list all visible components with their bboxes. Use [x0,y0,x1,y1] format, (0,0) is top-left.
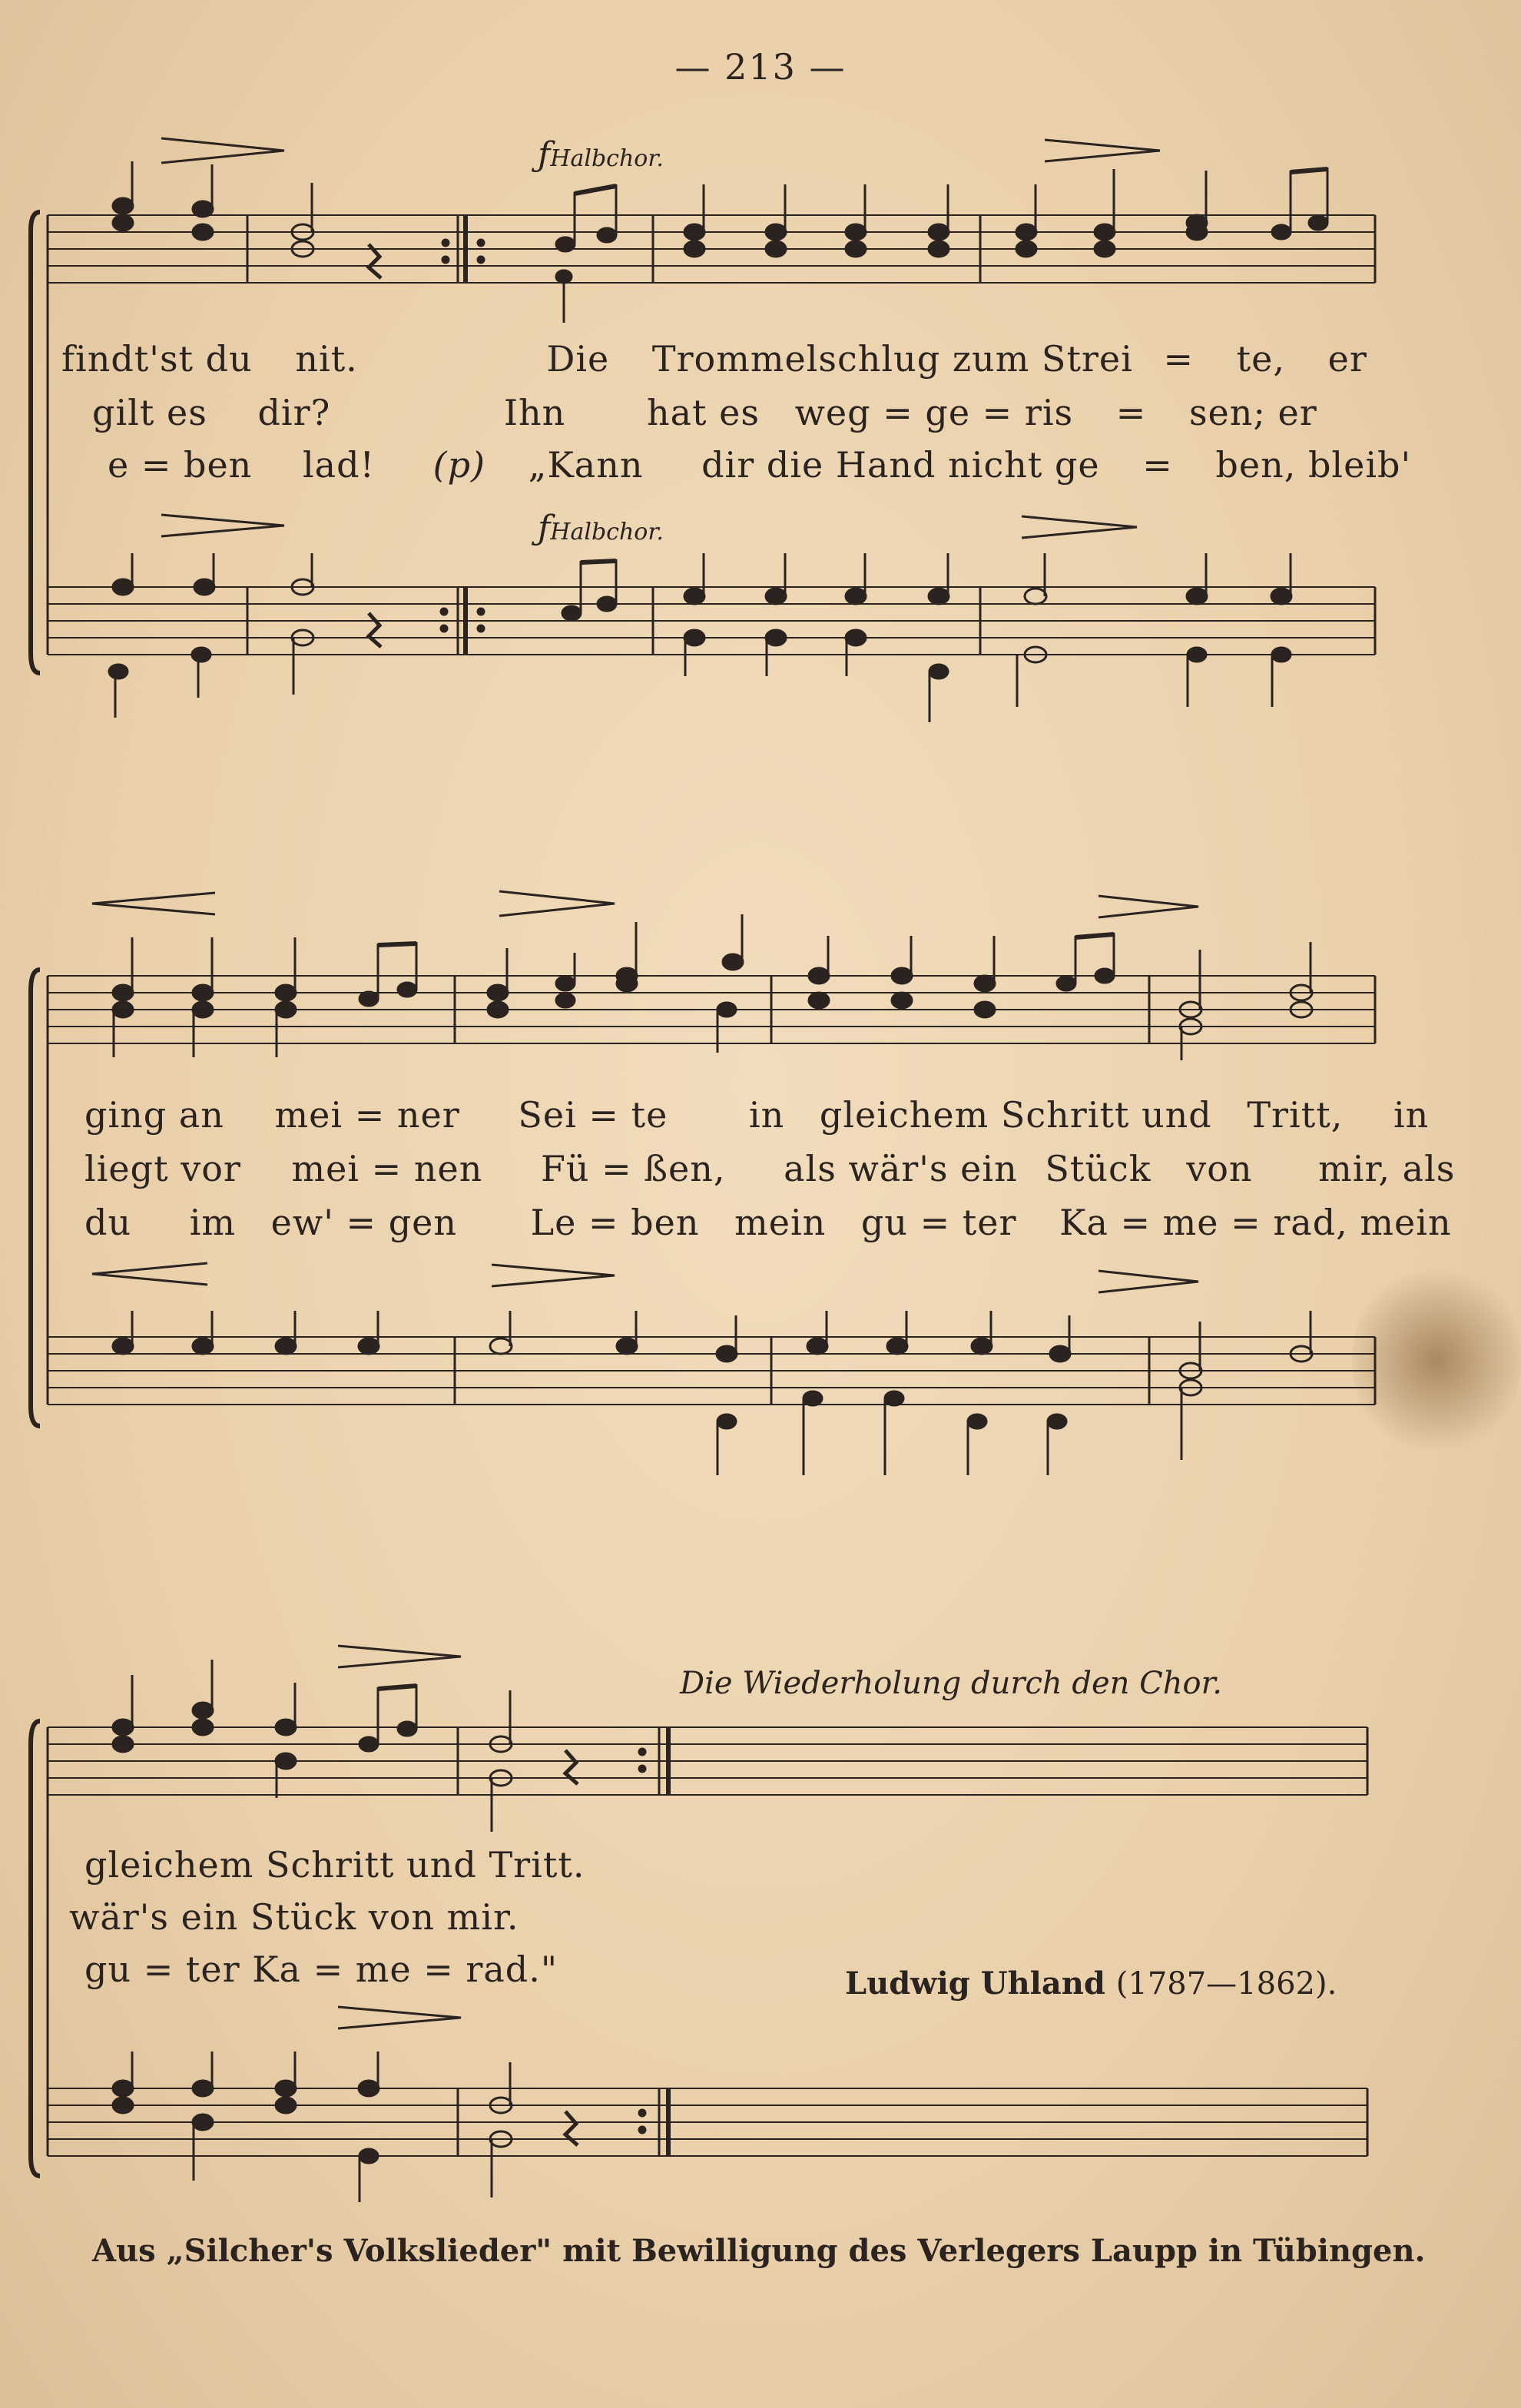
dynamic-piano: (p) [432,444,485,486]
lyric-verse-3: du im ew' = gen Le = ben mein gu = ter Ka = me = rad, mein [84,1202,1452,1243]
barlines-3 [48,1727,1367,2156]
staff-2-upper [48,976,1375,1043]
footer-credit: Aus „Silcher's Volkslieder" mit Bewilligung des Verlegers Laupp in Tübingen. [92,2233,1426,2269]
lyric-verse-2: liegt vor mei = nen Fü = ßen, als wär's ein Stück von mir, als [84,1148,1456,1189]
lyric-verse-3: e = ben lad! (p) „Kann dir die Hand nicht ge = ben, bleib' [108,444,1412,486]
system-3-bracket [31,1721,40,2176]
page-number: — 213 — [674,46,847,88]
system-2-bracket [31,970,40,1426]
lyric-verse-1: findt'st du nit. Die Trommelschlug zum Strei = te, er [61,338,1367,380]
notes-3-lower [113,2051,512,2202]
lyric-verse-1: ging an mei = ner Sei = te in gleichem Schritt und Tritt, in [84,1094,1430,1136]
notes-2-upper [113,914,1312,1060]
lyric-verse-2: wär's ein Stück von mir. [69,1896,519,1938]
lyric-verse-3: gu = ter Ka = me = rad." [84,1949,558,1990]
barlines-2 [48,976,1375,1405]
notes-1-upper [113,161,1327,323]
repeat-instruction: Die Wiederholung durch den Chor. [680,1666,1223,1701]
lyric-verse-1: gleichem Schritt und Tritt. [84,1844,585,1886]
system-1-bracket [31,212,40,673]
author-credit [845,1965,1337,2002]
direction-halbchor-lower: ƒHalbchor. [538,509,664,548]
author-name: Ludwig Uhland [845,1965,1105,2002]
notes-3-upper [113,1660,512,1832]
author-dates: (1787—1862). [1115,1966,1337,2002]
barlines-1 [48,215,1375,655]
lyric-verse-2: gilt es dir? Ihn hat es weg = ge = ris = sen; er [92,392,1317,433]
staff-3-upper [48,1727,1367,1795]
notes-2-lower [113,1311,1312,1475]
staff-3-lower [48,2088,1367,2156]
staff-2-lower [48,1337,1375,1405]
direction-halbchor-upper: ƒHalbchor. [538,135,664,174]
